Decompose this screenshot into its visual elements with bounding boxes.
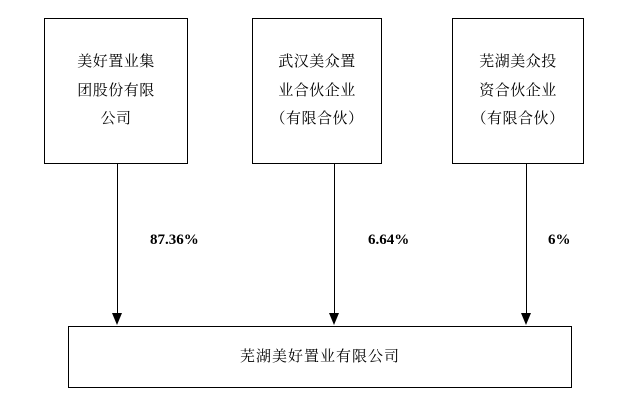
entity-label-line: 公司 <box>100 111 132 128</box>
arrow-icon <box>112 313 122 325</box>
entity-box-parent-2 <box>252 18 382 164</box>
entity-label-line: 业合伙企业 <box>278 82 356 99</box>
connector-line-parent-1 <box>117 164 118 314</box>
connector-line-parent-3 <box>526 164 527 314</box>
entity-label-line: 武汉美众置 <box>278 54 356 71</box>
ownership-percent-parent-3: 6% <box>548 232 571 248</box>
ownership-percent-parent-1: 87.36% <box>150 232 199 248</box>
entity-label-line: 美好置业集 <box>77 54 155 71</box>
arrow-icon <box>521 313 531 325</box>
entity-box-subsidiary <box>68 326 572 388</box>
ownership-percent-parent-2: 6.64% <box>368 232 410 248</box>
entity-box-parent-1 <box>44 18 188 164</box>
entity-label-line: 团股份有限 <box>77 82 155 99</box>
entity-label-line: 芜湖美好置业有限公司 <box>239 348 400 365</box>
entity-label-line: 芜湖美众投 <box>479 54 557 71</box>
entity-box-parent-3 <box>452 18 584 164</box>
entity-label-line: （有限合伙） <box>270 111 364 128</box>
arrow-icon <box>329 313 339 325</box>
entity-label-line: 资合伙企业 <box>479 82 557 99</box>
entity-label-line: （有限合伙） <box>471 111 565 128</box>
connector-line-parent-2 <box>334 164 335 314</box>
